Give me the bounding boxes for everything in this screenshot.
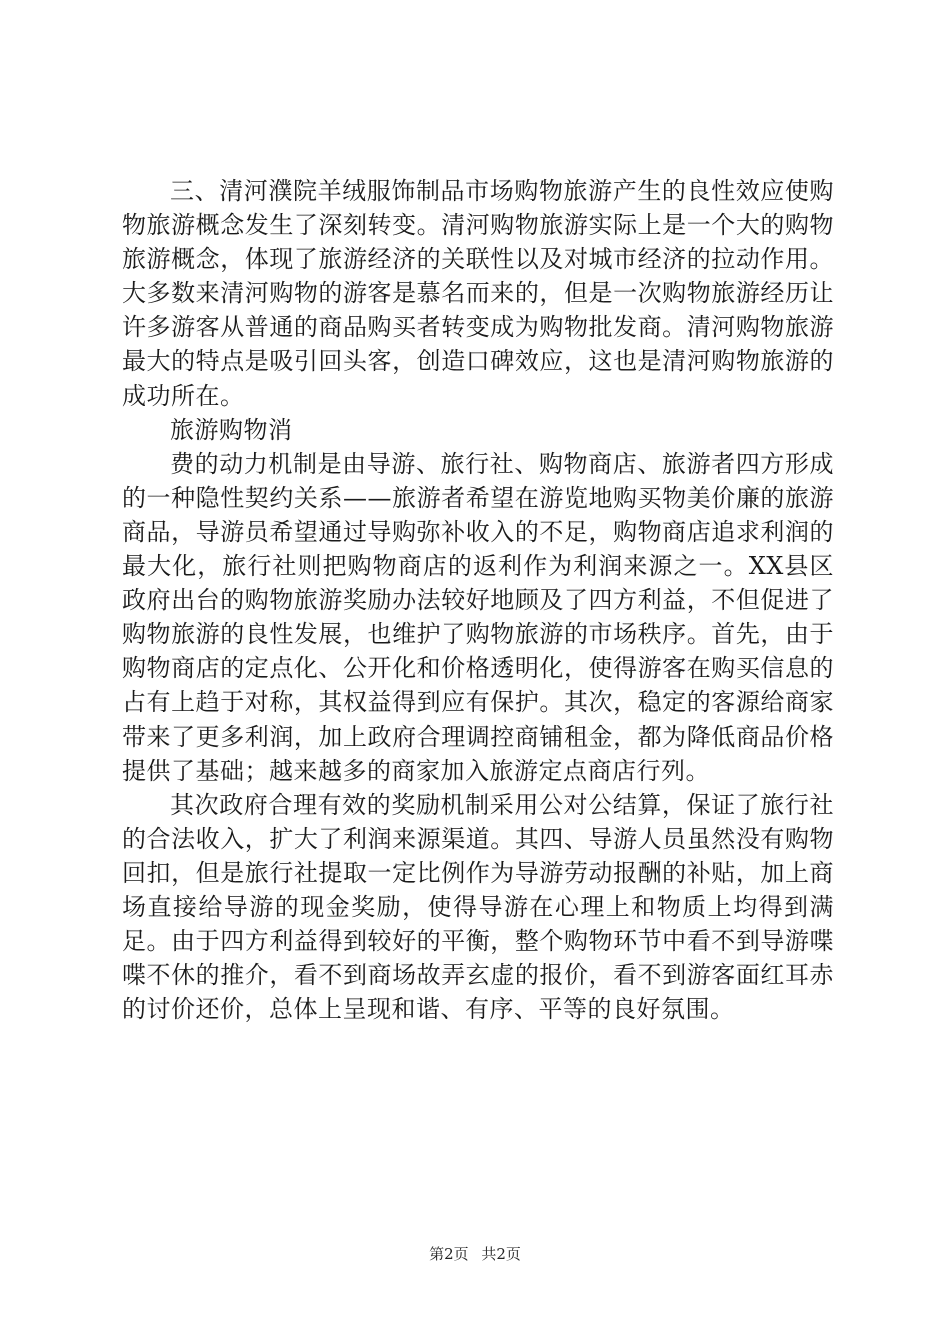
document-body: [122, 174, 834, 1026]
page-number: 第2页: [429, 1245, 469, 1263]
paragraph-effect: 三、清河濮院羊绒服饰制品市场购物旅游产生的良性效应使购物旅游概念发生了深刻转变。清河购物旅游实际上是一个大的购物旅游概念，体现了旅游经济的关联性以及对城市经济的拉动作用。大多数来清河购物的游客是慕名而来的，但是一次购物旅游经历让许多游客从普通的商品购买者转变成为购物批发商。清河购物旅游最大的特点是吸引回头客，创造口碑效应，这也是清河购物旅游的成功所在。: [122, 177, 834, 410]
page-footer: [0, 1244, 950, 1264]
paragraph-short-line: 旅游购物消: [170, 415, 293, 444]
paragraph-mechanism: 费的动力机制是由导游、旅行社、购物商店、旅游者四方形成的一种隐性契约关系——旅游者希望在游览地购买物美价廉的旅游商品，导游员希望通过导购弥补收入的不足，购物商店追求利润的最大化，旅行社则把购物商店的返利作为利润来源之一。XX县区政府出台的购物旅游奖励办法较好地顾及了四方利益，不但促进了购物旅游的良性发展，也维护了购物旅游的市场秩序。首先，由于购物商店的定点化、公开化和价格透明化，使得游客在购买信息的占有上趋于对称，其权益得到应有保护。其次，稳定的客源给商家带来了更多利润，加上政府合理调控商铺租金，都为降低商品价格提供了基础；越来越多的商家加入旅游定点商店行列。: [122, 449, 834, 785]
paragraph-reward: 其次政府合理有效的奖励机制采用公对公结算，保证了旅行社的合法收入，扩大了利润来源渠道。其四、导游人员虽然没有购物回扣，但是旅行社提取一定比例作为导游劳动报酬的补贴，加上商场直接给导游的现金奖励，使得导游在心理上和物质上均得到满足。由于四方利益得到较好的平衡，整个购物环节中看不到导游喋喋不休的推介，看不到商场故弄玄虚的报价，看不到游客面红耳赤的讨价还价，总体上呈现和谐、有序、平等的良好氛围。: [122, 790, 834, 1024]
page-total: 共2页: [481, 1245, 521, 1263]
